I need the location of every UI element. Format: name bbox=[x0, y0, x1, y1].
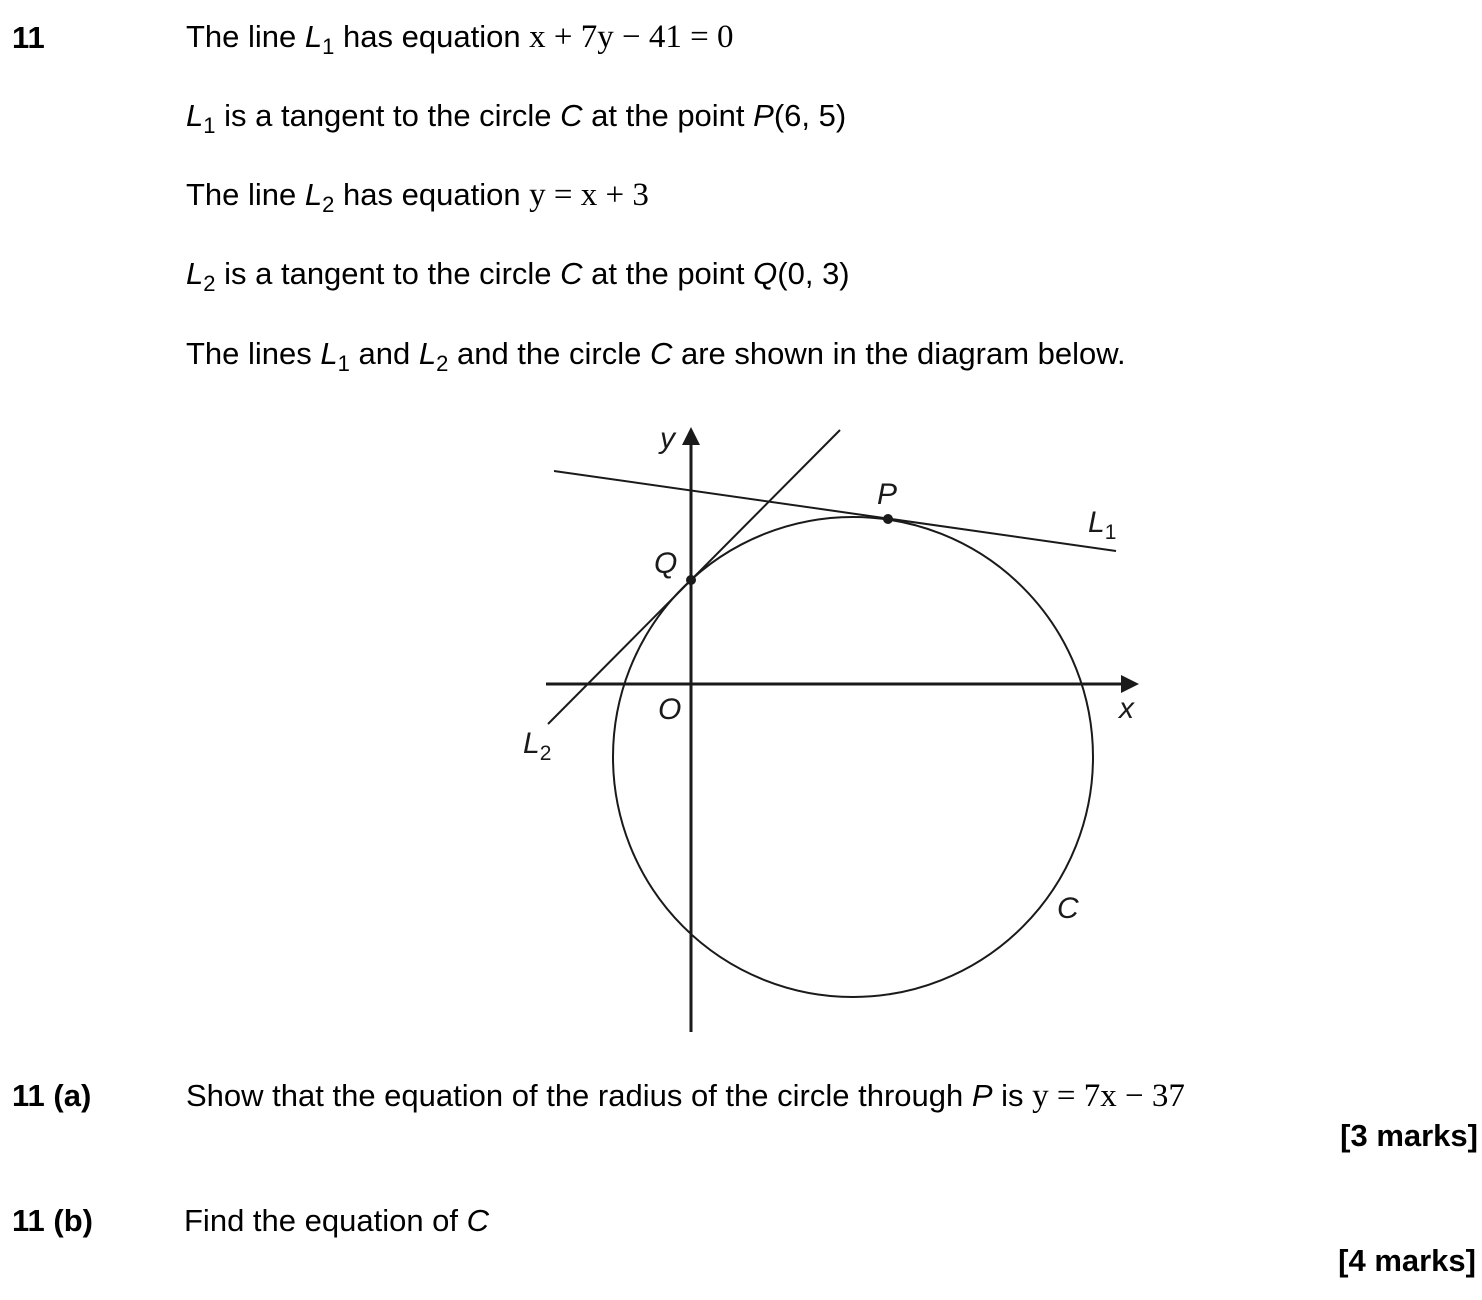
y-axis-label: y bbox=[660, 422, 675, 455]
line-name: L bbox=[304, 19, 323, 54]
text: Show that the equation of the radius of the circle through bbox=[186, 1078, 972, 1113]
part-a-text bbox=[186, 1078, 1185, 1115]
line-subscript: 1 bbox=[203, 113, 216, 138]
text: is a tangent to the circle bbox=[215, 98, 561, 133]
text: The line bbox=[186, 19, 305, 54]
text: at the point bbox=[582, 98, 754, 133]
line-subscript: 2 bbox=[322, 192, 335, 217]
point-name: P bbox=[753, 98, 774, 133]
point-name: Q bbox=[753, 256, 778, 291]
text: and the circle bbox=[448, 336, 650, 371]
text: Find the equation of bbox=[184, 1203, 467, 1238]
y-axis-arrow-icon bbox=[682, 427, 700, 445]
part-b-number: 11 (b) bbox=[12, 1203, 93, 1238]
point-name: P bbox=[971, 1078, 993, 1113]
circle-name: C bbox=[560, 256, 583, 291]
line-l1-subscript: 1 bbox=[1104, 521, 1117, 544]
radius-equation: y = 7x − 37 bbox=[1032, 1078, 1185, 1114]
line-l2-name: L bbox=[523, 727, 540, 760]
line-subscript: 2 bbox=[436, 351, 449, 376]
text: The lines bbox=[186, 336, 321, 371]
part-b-marks: [4 marks] bbox=[1338, 1243, 1476, 1278]
circle-name: C bbox=[649, 336, 673, 371]
circle-name: C bbox=[466, 1203, 490, 1238]
line-name: L bbox=[186, 98, 204, 133]
text: has equation bbox=[334, 177, 530, 212]
line-name: L bbox=[304, 177, 323, 212]
circle-name: C bbox=[560, 98, 583, 133]
circle-c-label: C bbox=[1057, 892, 1079, 925]
text: has equation bbox=[334, 19, 530, 54]
origin-label: O bbox=[658, 693, 682, 726]
point-q-label: Q bbox=[654, 547, 678, 580]
line-name: L bbox=[320, 336, 338, 371]
text: and bbox=[349, 336, 419, 371]
text: is bbox=[992, 1078, 1033, 1113]
point-coords: (6, 5) bbox=[773, 98, 847, 133]
circle-c bbox=[613, 517, 1093, 997]
line-subscript: 1 bbox=[337, 351, 350, 376]
text: The line bbox=[186, 177, 305, 212]
point-p-label: P bbox=[877, 478, 898, 511]
x-axis-arrow-icon bbox=[1121, 675, 1139, 693]
equation-l2: y = x + 3 bbox=[529, 177, 649, 213]
line-subscript: 1 bbox=[322, 34, 335, 59]
text: is a tangent to the circle bbox=[215, 256, 561, 291]
point-q-marker bbox=[686, 575, 696, 585]
line-l2-label bbox=[523, 727, 551, 765]
part-a-marks: [3 marks] bbox=[1340, 1118, 1478, 1153]
part-b-text bbox=[184, 1203, 489, 1239]
x-axis-label: x bbox=[1119, 692, 1134, 725]
line-l1-label bbox=[1088, 506, 1116, 544]
part-a-number: 11 (a) bbox=[12, 1078, 92, 1113]
point-coords: (0, 3) bbox=[777, 256, 850, 291]
line-name: L bbox=[186, 256, 204, 291]
line-subscript: 2 bbox=[203, 271, 216, 296]
point-p-marker bbox=[883, 514, 893, 524]
line-l1-name: L bbox=[1088, 506, 1105, 539]
tangent-line-l1 bbox=[554, 471, 1116, 551]
line-name: L bbox=[418, 336, 437, 371]
equation-l1: x + 7y − 41 = 0 bbox=[529, 19, 734, 55]
line-l2-subscript: 2 bbox=[539, 742, 552, 765]
question-number: 11 bbox=[12, 20, 45, 55]
text: at the point bbox=[582, 256, 754, 291]
text: are shown in the diagram below. bbox=[672, 336, 1126, 371]
